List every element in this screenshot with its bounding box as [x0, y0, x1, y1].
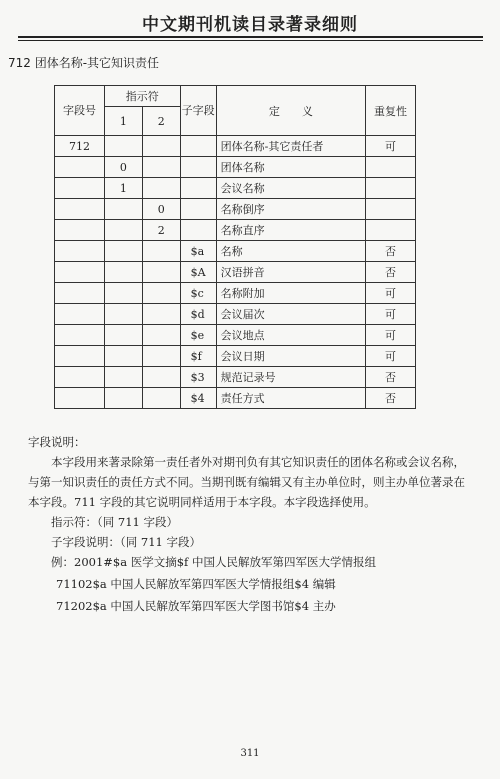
cell-indicator-1	[104, 388, 142, 409]
cell-indicator-2	[142, 388, 180, 409]
cell-indicator-2	[142, 304, 180, 325]
table-row	[55, 304, 416, 325]
cell-repeatable: 可	[366, 304, 416, 325]
cell-field-number	[55, 388, 105, 409]
cell-indicator-2	[142, 346, 180, 367]
cell-field-number	[55, 157, 105, 178]
cell-subfield	[180, 199, 216, 220]
cell-indicator-2: 0	[142, 199, 180, 220]
cell-repeatable	[366, 220, 416, 241]
cell-definition: 名称倒序	[216, 199, 366, 220]
cell-indicator-2	[142, 178, 180, 199]
cell-indicator-2	[142, 241, 180, 262]
table-row	[55, 346, 416, 367]
cell-repeatable: 可	[366, 283, 416, 304]
cell-definition: 责任方式	[216, 388, 366, 409]
cell-indicator-1	[104, 241, 142, 262]
cell-subfield: $c	[180, 283, 216, 304]
table-row	[55, 325, 416, 346]
cell-field-number	[55, 325, 105, 346]
cell-definition: 会议地点	[216, 325, 366, 346]
cell-field-number	[55, 199, 105, 220]
cell-indicator-1	[104, 325, 142, 346]
cell-repeatable	[366, 199, 416, 220]
cell-repeatable: 可	[366, 136, 416, 157]
table-row	[55, 157, 416, 178]
header-field-number: 字段号	[55, 86, 105, 136]
cell-definition: 团体名称	[216, 157, 366, 178]
cell-field-number	[55, 304, 105, 325]
cell-indicator-1	[104, 367, 142, 388]
cell-indicator-2	[142, 283, 180, 304]
cell-definition: 会议届次	[216, 304, 366, 325]
cell-repeatable: 否	[366, 262, 416, 283]
cell-subfield: $d	[180, 304, 216, 325]
table-row	[55, 262, 416, 283]
cell-subfield	[180, 157, 216, 178]
cell-indicator-2	[142, 262, 180, 283]
table-row	[55, 178, 416, 199]
table-row	[55, 199, 416, 220]
cell-indicator-1: 1	[104, 178, 142, 199]
cell-indicator-1	[104, 283, 142, 304]
cell-definition: 名称	[216, 241, 366, 262]
cell-indicator-2	[142, 325, 180, 346]
cell-subfield: $4	[180, 388, 216, 409]
table-row	[55, 241, 416, 262]
header-repeatable: 重复性	[366, 86, 416, 136]
cell-indicator-1: 0	[104, 157, 142, 178]
header-subfield: 子字段	[180, 86, 216, 136]
table-row	[55, 136, 416, 157]
cell-indicator-1	[104, 346, 142, 367]
page-number: 311	[240, 748, 260, 759]
cell-indicator-1	[104, 199, 142, 220]
cell-field-number	[55, 283, 105, 304]
cell-indicator-1	[104, 262, 142, 283]
example-line-2: 71102$a 中国人民解放军第四军医大学情报组$4 编辑	[56, 577, 336, 591]
indicator-note: 指示符：（同 711 字段）	[51, 515, 179, 529]
field-spec-table	[54, 85, 416, 409]
header-rule	[18, 36, 483, 38]
cell-field-number	[55, 241, 105, 262]
cell-definition: 汉语拼音	[216, 262, 366, 283]
cell-repeatable: 否	[366, 241, 416, 262]
cell-subfield	[180, 178, 216, 199]
cell-field-number: 712	[55, 136, 105, 157]
page-header-title: 中文期刊机读目录著录细则	[142, 15, 358, 35]
cell-indicator-2	[142, 367, 180, 388]
header-indicator-2: 2	[142, 107, 180, 136]
subfield-note: 子字段说明：（同 711 字段）	[51, 535, 202, 549]
header-rule-thin	[18, 40, 483, 41]
cell-repeatable: 否	[366, 367, 416, 388]
cell-field-number	[55, 178, 105, 199]
field-description-label: 字段说明：	[28, 435, 86, 449]
table-row	[55, 388, 416, 409]
cell-repeatable: 否	[366, 388, 416, 409]
example-line-1: 例：2001#$a 医学文摘$f 中国人民解放军第四军医大学情报组	[51, 555, 376, 569]
header-indicator-1: 1	[104, 107, 142, 136]
table-row	[55, 367, 416, 388]
cell-indicator-2	[142, 136, 180, 157]
cell-indicator-1	[104, 136, 142, 157]
cell-field-number	[55, 262, 105, 283]
example-line-3: 71202$a 中国人民解放军第四军医大学图书馆$4 主办	[56, 599, 336, 613]
cell-indicator-1	[104, 304, 142, 325]
cell-definition: 名称附加	[216, 283, 366, 304]
cell-repeatable: 可	[366, 325, 416, 346]
cell-repeatable	[366, 157, 416, 178]
cell-subfield: $3	[180, 367, 216, 388]
cell-field-number	[55, 220, 105, 241]
cell-subfield: $a	[180, 241, 216, 262]
cell-definition: 名称直序	[216, 220, 366, 241]
cell-repeatable	[366, 178, 416, 199]
cell-subfield	[180, 136, 216, 157]
cell-subfield	[180, 220, 216, 241]
cell-subfield: $e	[180, 325, 216, 346]
cell-indicator-2	[142, 157, 180, 178]
header-indicator: 指示符	[104, 86, 180, 107]
table-row	[55, 220, 416, 241]
cell-subfield: $A	[180, 262, 216, 283]
cell-definition: 会议名称	[216, 178, 366, 199]
cell-indicator-1	[104, 220, 142, 241]
header-definition: 定 义	[216, 86, 366, 136]
cell-definition: 团体名称-其它责任者	[216, 136, 366, 157]
cell-field-number	[55, 346, 105, 367]
cell-definition: 会议日期	[216, 346, 366, 367]
cell-definition: 规范记录号	[216, 367, 366, 388]
section-heading: 712 团体名称-其它知识责任	[8, 56, 160, 70]
cell-field-number	[55, 367, 105, 388]
cell-repeatable: 可	[366, 346, 416, 367]
cell-subfield: $f	[180, 346, 216, 367]
cell-indicator-2: 2	[142, 220, 180, 241]
table-row	[55, 283, 416, 304]
field-description-paragraph: 本字段用来著录除第一责任者外对期刊负有其它知识责任的团体名称或会议名称，与第一知识责任的责任方式不同。当期刊既有编辑又有主办单位时，则主办单位著录在本字段。711 字段的其它说明同样适用于本字段。本字段选择使用。	[28, 455, 465, 509]
